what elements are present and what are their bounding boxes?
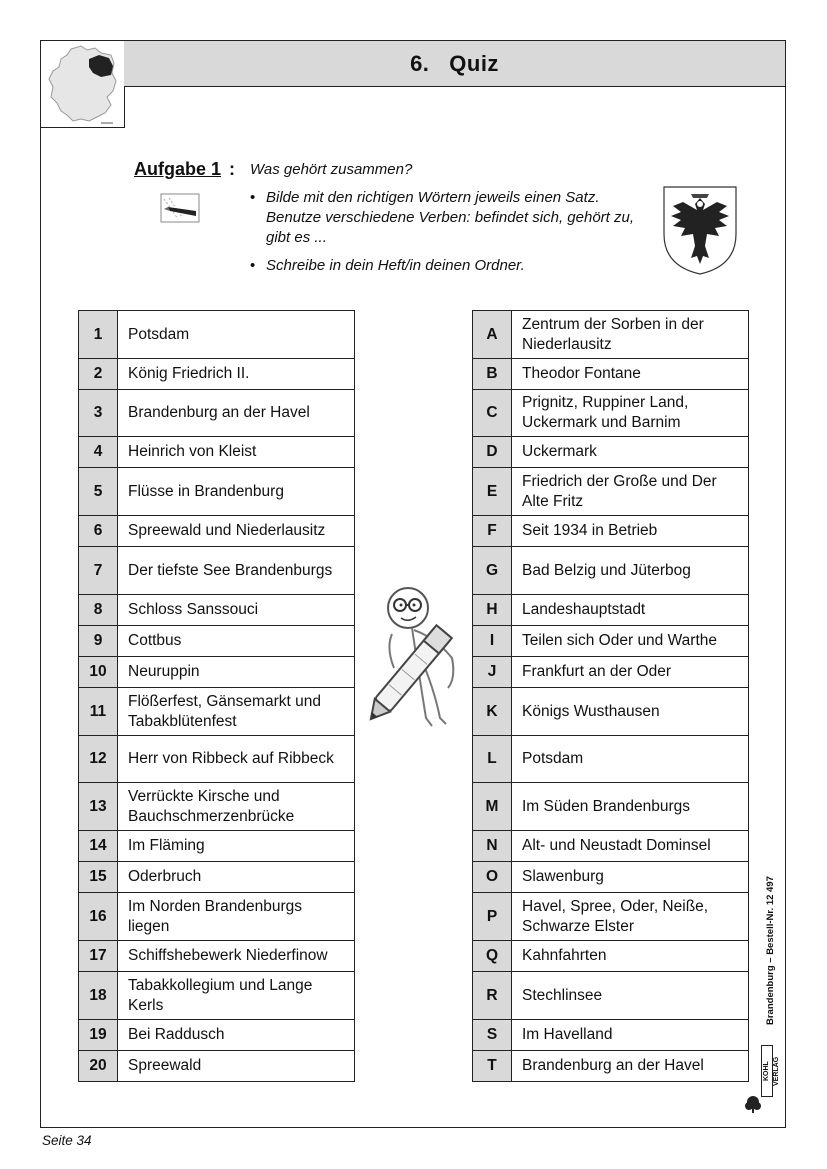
left-table-row [79, 972, 355, 1020]
left-table-row [79, 688, 355, 736]
right-row-key: R [473, 972, 512, 1020]
right-row-key: P [473, 893, 512, 941]
left-table-row [79, 657, 355, 688]
left-row-text: Schloss Sanssouci [118, 595, 355, 626]
left-row-key: 2 [79, 359, 118, 390]
right-row-text: Stechlinsee [512, 972, 749, 1020]
left-table-row [79, 1051, 355, 1082]
left-table-row [79, 736, 355, 783]
instruction-item: • Schreibe in dein Heft/in deinen Ordner. [250, 256, 650, 276]
left-table-row [79, 390, 355, 437]
right-quiz-table [472, 310, 749, 1082]
right-row-text: Havel, Spree, Oder, Neiße, Schwarze Elster [512, 893, 749, 941]
task-label: Aufgabe 1 [134, 159, 222, 179]
right-row-text: Friedrich der Große und Der Alte Fritz [512, 468, 749, 516]
right-row-key: I [473, 626, 512, 657]
right-row-text: Theodor Fontane [512, 359, 749, 390]
side-order-info [752, 870, 782, 1116]
right-table-row [473, 547, 749, 595]
right-row-text: Slawenburg [512, 862, 749, 893]
right-row-key: L [473, 736, 512, 783]
right-row-key: H [473, 595, 512, 626]
right-table-row [473, 972, 749, 1020]
right-row-text: Im Süden Brandenburgs [512, 783, 749, 831]
right-row-key: T [473, 1051, 512, 1082]
order-number-text: Brandenburg – Bestell-Nr. 12 497 [765, 876, 776, 1026]
left-row-key: 8 [79, 595, 118, 626]
right-row-key: M [473, 783, 512, 831]
left-row-key: 5 [79, 468, 118, 516]
right-row-text: Potsdam [512, 736, 749, 783]
right-table-row [473, 688, 749, 736]
right-table-row [473, 468, 749, 516]
right-row-key: E [473, 468, 512, 516]
right-row-key: A [473, 311, 512, 359]
page-title: 6. Quiz [124, 40, 786, 87]
left-row-text: Verrückte Kirsche und Bauchschmerzenbrücke [118, 783, 355, 831]
left-table-row [79, 893, 355, 941]
task-question: Was gehört zusammen? [250, 161, 413, 178]
left-row-key: 11 [79, 688, 118, 736]
right-row-key: F [473, 516, 512, 547]
left-row-text: Spreewald und Niederlausitz [118, 516, 355, 547]
left-row-text: Herr von Ribbeck auf Ribbeck [118, 736, 355, 783]
right-table-row [473, 831, 749, 862]
left-row-key: 14 [79, 831, 118, 862]
right-table-row [473, 359, 749, 390]
left-row-text: Oderbruch [118, 862, 355, 893]
left-row-text: Tabakkollegium und Lange Kerls [118, 972, 355, 1020]
left-table-row [79, 626, 355, 657]
left-table-row [79, 437, 355, 468]
tree-logo-icon [744, 1092, 766, 1119]
left-row-key: 4 [79, 437, 118, 468]
right-row-key: C [473, 390, 512, 437]
right-row-key: N [473, 831, 512, 862]
left-row-key: 12 [79, 736, 118, 783]
left-row-key: 15 [79, 862, 118, 893]
left-row-text: Der tiefste See Brandenburgs [118, 547, 355, 595]
left-row-key: 9 [79, 626, 118, 657]
right-table-row [473, 516, 749, 547]
right-table-row [473, 862, 749, 893]
right-row-text: Teilen sich Oder und Warthe [512, 626, 749, 657]
right-table-row [473, 390, 749, 437]
left-row-text: Heinrich von Kleist [118, 437, 355, 468]
task-colon: : [229, 159, 235, 179]
left-row-text: Neuruppin [118, 657, 355, 688]
left-table-row [79, 311, 355, 359]
right-row-text: Brandenburg an der Havel [512, 1051, 749, 1082]
publisher-logo: KOHL VERLAG [761, 1045, 773, 1097]
instruction-item: • Bilde mit den richtigen Wörtern jeweils einen Satz. Benutze verschiedene Verben: befindet sich, gehört zu, gibt es ... [250, 188, 650, 248]
right-table-row [473, 1051, 749, 1082]
left-row-key: 13 [79, 783, 118, 831]
left-row-text: Im Norden Brandenburgs liegen [118, 893, 355, 941]
left-table-row [79, 359, 355, 390]
left-row-key: 7 [79, 547, 118, 595]
left-row-key: 6 [79, 516, 118, 547]
left-row-text: Potsdam [118, 311, 355, 359]
pen-writing-icon [160, 193, 200, 223]
right-row-key: O [473, 862, 512, 893]
right-table-row [473, 626, 749, 657]
left-table-row [79, 783, 355, 831]
right-row-text: Alt- und Neustadt Dominsel [512, 831, 749, 862]
right-row-key: S [473, 1020, 512, 1051]
right-row-text: Uckermark [512, 437, 749, 468]
left-row-text: Im Fläming [118, 831, 355, 862]
right-table-row [473, 437, 749, 468]
left-table-row [79, 468, 355, 516]
left-row-key: 10 [79, 657, 118, 688]
right-row-text: Zentrum der Sorben in der Niederlausitz [512, 311, 749, 359]
right-row-text: Königs Wusthausen [512, 688, 749, 736]
left-row-text: Flößerfest, Gänsemarkt und Tabakblütenfest [118, 688, 355, 736]
right-table-row [473, 595, 749, 626]
left-row-key: 16 [79, 893, 118, 941]
germany-map-icon [40, 40, 125, 128]
left-table-row [79, 831, 355, 862]
left-table-row [79, 1020, 355, 1051]
right-row-text: Landeshauptstadt [512, 595, 749, 626]
right-row-key: B [473, 359, 512, 390]
right-row-key: J [473, 657, 512, 688]
page-number: Seite 34 [42, 1133, 92, 1148]
left-row-key: 3 [79, 390, 118, 437]
left-table-row [79, 547, 355, 595]
left-row-key: 1 [79, 311, 118, 359]
right-row-key: K [473, 688, 512, 736]
right-row-text: Prignitz, Ruppiner Land, Uckermark und Barnim [512, 390, 749, 437]
left-table-row [79, 862, 355, 893]
left-row-text: Flüsse in Brandenburg [118, 468, 355, 516]
brandenburg-eagle-crest-icon [661, 184, 739, 276]
right-row-text: Seit 1934 in Betrieb [512, 516, 749, 547]
left-row-key: 17 [79, 941, 118, 972]
left-row-text: Schiffshebewerk Niederfinow [118, 941, 355, 972]
right-table-row [473, 941, 749, 972]
right-table-row [473, 783, 749, 831]
right-row-key: D [473, 437, 512, 468]
left-table-row [79, 941, 355, 972]
left-row-key: 18 [79, 972, 118, 1020]
right-row-key: Q [473, 941, 512, 972]
left-row-text: Bei Raddusch [118, 1020, 355, 1051]
left-row-text: Brandenburg an der Havel [118, 390, 355, 437]
left-row-key: 19 [79, 1020, 118, 1051]
left-quiz-table [78, 310, 355, 1082]
right-table-row [473, 893, 749, 941]
left-table-row [79, 516, 355, 547]
right-table-row [473, 736, 749, 783]
right-table-row [473, 657, 749, 688]
right-row-text: Frankfurt an der Oder [512, 657, 749, 688]
left-row-key: 20 [79, 1051, 118, 1082]
left-row-text: Spreewald [118, 1051, 355, 1082]
pencil-mascot-illustration [356, 578, 468, 738]
right-row-text: Kahnfahrten [512, 941, 749, 972]
left-row-text: Cottbus [118, 626, 355, 657]
instructions [250, 188, 650, 284]
right-row-key: G [473, 547, 512, 595]
right-row-text: Bad Belzig und Jüterbog [512, 547, 749, 595]
left-row-text: König Friedrich II. [118, 359, 355, 390]
right-row-text: Im Havelland [512, 1020, 749, 1051]
right-table-row [473, 1020, 749, 1051]
right-table-row [473, 311, 749, 359]
left-table-row [79, 595, 355, 626]
